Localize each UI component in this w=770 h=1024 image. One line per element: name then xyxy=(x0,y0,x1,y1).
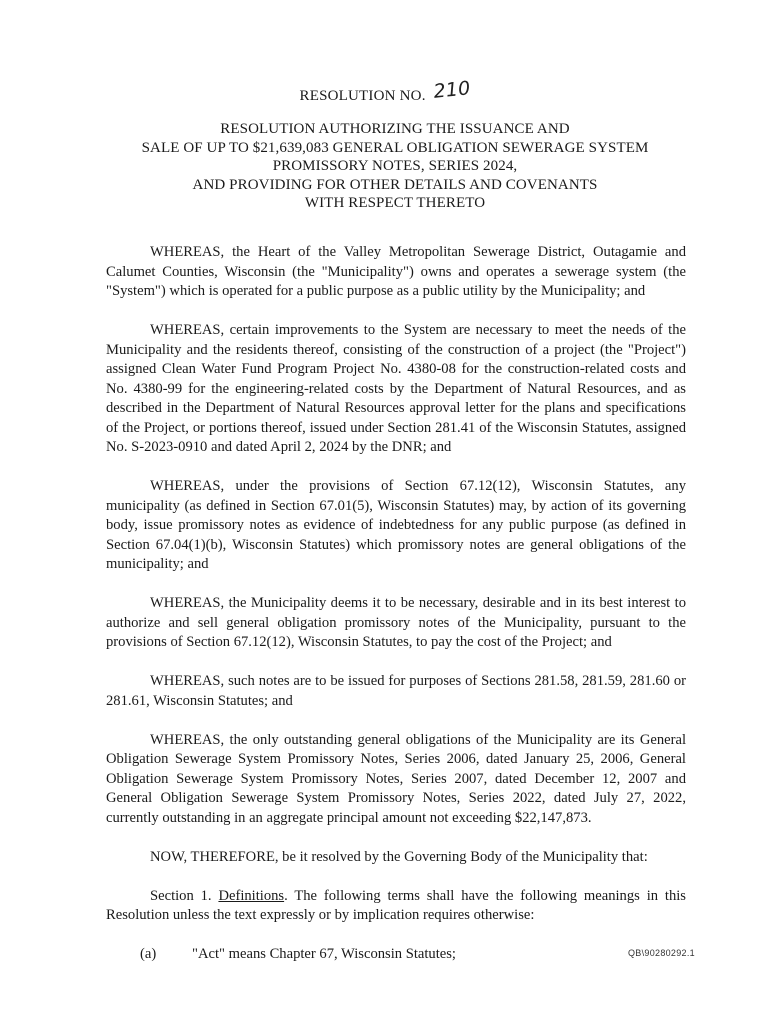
definition-a xyxy=(106,945,686,965)
section-1-paragraph xyxy=(106,887,686,926)
resolution-title xyxy=(90,120,700,213)
whereas-paragraph-6: WHEREAS, the only outstanding general obligations of the Municipality are its General Obligation Sewerage System Promissory Notes, Series 2006, dated January 25, 2006, General Obligation Sewerage System Promissory Notes, Series 2007, dated December 12, 2007 and General Obligation Sewerage System Promissory Notes, Series 2022, dated July 27, 2022, currently outstanding in an aggregate principal amount not exceeding $22,147,873. xyxy=(106,731,686,826)
resolution-number-heading xyxy=(0,77,770,105)
resolved-clause: NOW, THEREFORE, be it resolved by the Governing Body of the Municipality that: xyxy=(150,848,648,865)
section-1-prefix: Section 1. xyxy=(150,887,212,904)
definition-a-label: (a) xyxy=(140,946,157,962)
document-id-footer: QB\90280292.1 xyxy=(628,948,695,958)
whereas-paragraph-2: WHEREAS, certain improvements to the System are necessary to meet the needs of the Municipality and the residents thereof, consisting of the construction of a project (the "Project") assigned Clean Water Fund Program Project No. 4380-08 for the construction-related costs and No. 4380-99 for the engineering-related costs by the Department of Natural Resources, and as described in the Department of Natural Resources approval letter for the plans and specifications of the Project, or portions thereof, issued under Section 281.41 of the Wisconsin Statutes, assigned No. S-2023-0910 and dated April 2, 2024 by the DNR; and xyxy=(106,322,686,455)
resolution-label: RESOLUTION NO. xyxy=(299,88,426,104)
whereas-paragraph-5: WHEREAS, such notes are to be issued for purposes of Sections 281.58, 281.59, 281.60 or 281.61, Wisconsin Statutes; and xyxy=(106,673,686,709)
whereas-paragraph-3: WHEREAS, under the provisions of Section 67.12(12), Wisconsin Statutes, any municipality (as defined in Section 67.01(5), Wisconsin Statutes) may, by action of its governing body, issue promissory notes as evidence of indebtedness for any public purpose (as defined in Section 67.04(1)(b), Wisconsin Statutes) which promissory notes are general obligations of the municipality; and xyxy=(106,478,686,572)
title-line: RESOLUTION AUTHORIZING THE ISSUANCE AND xyxy=(220,121,570,137)
title-line: SALE OF UP TO $21,639,083 GENERAL OBLIGATION SEWERAGE SYSTEM xyxy=(141,139,649,156)
whereas-paragraph-4: WHEREAS, the Municipality deems it to be necessary, desirable and in its best interest to authorize and sell general obligation promissory notes of the Municipality, pursuant to the provisions of Section 67.12(12), Wisconsin Statutes, to pay the cost of the Project; and xyxy=(106,595,686,650)
title-line: AND PROVIDING FOR OTHER DETAILS AND COVENANTS xyxy=(192,176,598,193)
section-1-heading: Definitions xyxy=(218,887,285,904)
whereas-paragraph-1: WHEREAS, the Heart of the Valley Metropolitan Sewerage District, Outagamie and Calumet Counties, Wisconsin (the "Municipality") owns and operates a sewerage system (the "System") which is operated for a public purpose as a public utility by the Municipality; and xyxy=(106,244,686,299)
section-1-text: . The following terms shall have the following meanings in this Resolution unless the text expressly or by implication requires otherwise: xyxy=(106,887,686,923)
handwritten-resolution-number: 210 xyxy=(432,77,472,103)
title-line: WITH RESPECT THERETO xyxy=(304,195,486,211)
resolution-body xyxy=(106,243,686,965)
definition-a-text: "Act" means Chapter 67, Wisconsin Statutes; xyxy=(192,946,456,962)
title-line: PROMISSORY NOTES, SERIES 2024, xyxy=(272,158,518,174)
